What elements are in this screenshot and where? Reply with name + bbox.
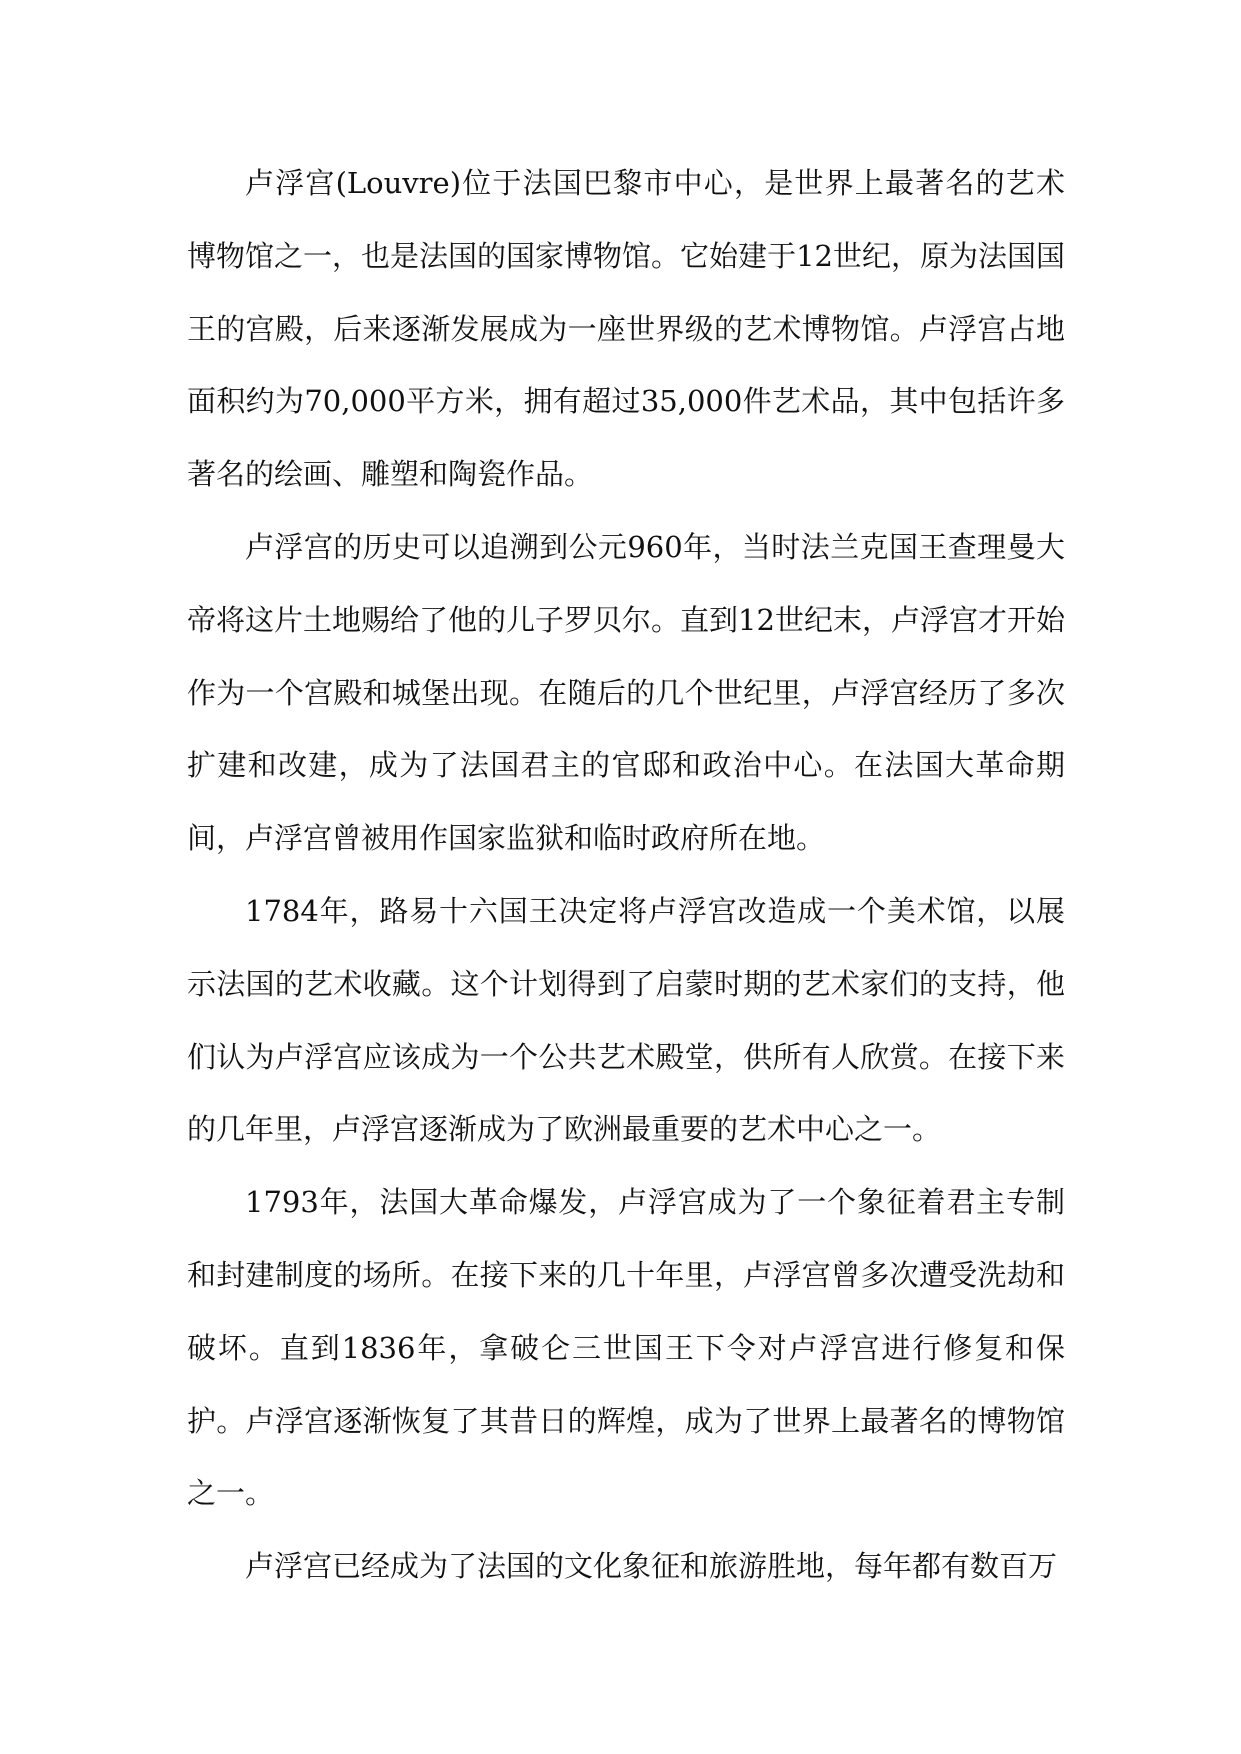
paragraph-1793-revolution: 1793年，法国大革命爆发，卢浮宫成为了一个象征着君主专制和封建制度的场所。在接下来的几十年里，卢浮宫曾多次遭受洗劫和破坏。直到1836年，拿破仑三世国王下令对卢浮宫进行修复和保护。卢浮宫逐渐恢复了其昔日的辉煌，成为了世界上最著名的博物馆之一。 [187, 1185, 1065, 1511]
paragraph-louvre-history: 卢浮宫的历史可以追溯到公元960年，当时法兰克国王查理曼大帝将这片土地赐给了他的儿子罗贝尔。直到12世纪末，卢浮宫才开始作为一个宫殿和城堡出现。在随后的几个世纪里，卢浮宫经历了多次扩建和改建，成为了法国君主的官邸和政治中心。在法国大革命期间，卢浮宫曾被用作国家监狱和临时政府所在地。 [187, 529, 1065, 856]
paragraph-1784-museum: 1784年，路易十六国王决定将卢浮宫改造成一个美术馆，以展示法国的艺术收藏。这个计划得到了启蒙时期的艺术家们的支持，他们认为卢浮宫应该成为一个公共艺术殿堂，供所有人欣赏。在接下来的几年里，卢浮宫逐渐成为了欧洲最重要的艺术中心之一。 [187, 893, 1065, 1147]
paragraph-louvre-intro: 卢浮宫(Louvre)位于法国巴黎市中心，是世界上最著名的艺术博物馆之一，也是法国的国家博物馆。它始建于12世纪，原为法国国王的宫殿，后来逐渐发展成为一座世界级的艺术博物馆。卢浮宫占地面积约为70,000平方米，拥有超过35,000件艺术品，其中包括许多著名的绘画、雕塑和陶瓷作品。 [187, 166, 1065, 492]
document-body [187, 147, 1065, 1603]
paragraph-cultural-symbol: 卢浮宫已经成为了法国的文化象征和旅游胜地，每年都有数百万 [245, 1549, 1058, 1584]
